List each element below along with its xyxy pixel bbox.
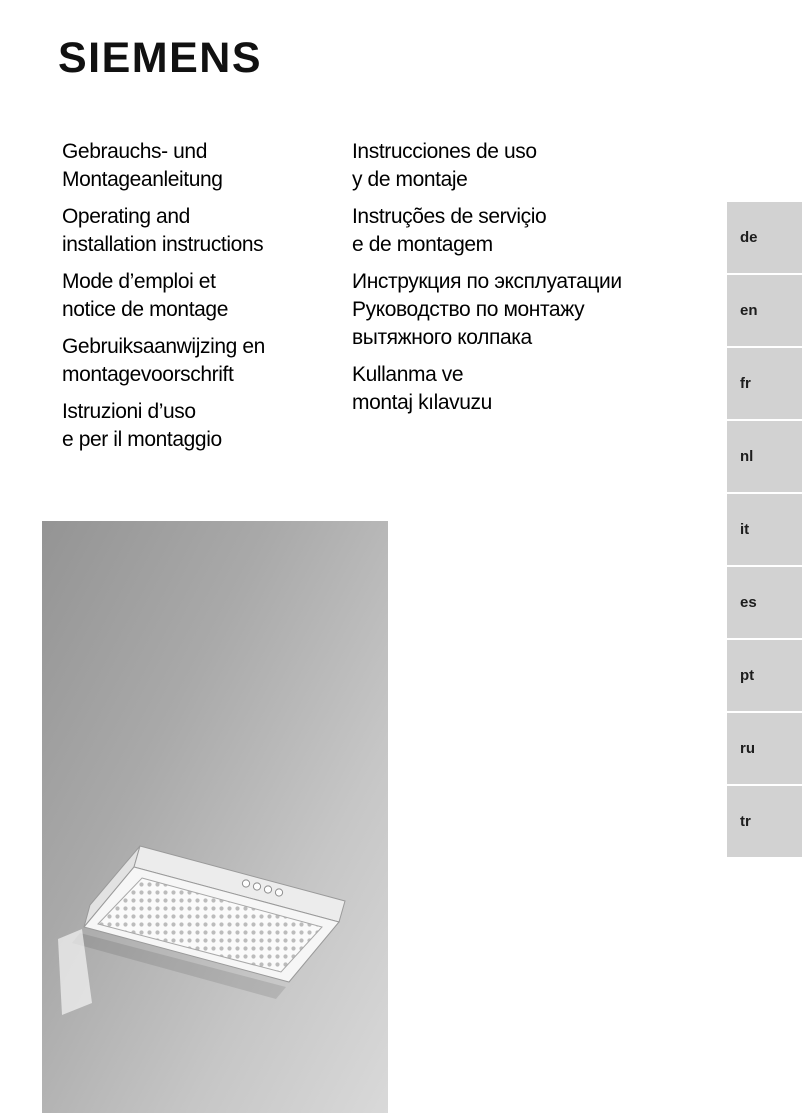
language-tab-it: it bbox=[727, 494, 802, 565]
title-ru-line2: Руководство по монтажу bbox=[352, 298, 585, 321]
title-tr-line1: Kullanma ve bbox=[352, 363, 464, 386]
title-pt-line2: e de montagem bbox=[352, 233, 493, 256]
title-it-line1: Istruzioni d’uso bbox=[62, 400, 196, 423]
title-en-line1: Operating and bbox=[62, 205, 190, 228]
title-de bbox=[62, 138, 347, 194]
title-column-left bbox=[62, 138, 347, 463]
title-en bbox=[62, 203, 347, 259]
title-es bbox=[352, 138, 692, 194]
title-it bbox=[62, 398, 347, 454]
title-pt bbox=[352, 203, 692, 259]
product-photo bbox=[42, 521, 388, 1113]
title-nl-line2: montagevoorschrift bbox=[62, 363, 234, 386]
hood-control-button bbox=[264, 886, 271, 893]
hood-control-button bbox=[275, 889, 282, 896]
language-tab-es: es bbox=[727, 567, 802, 638]
title-tr-line2: montaj kılavuzu bbox=[352, 391, 492, 414]
title-de-line2: Montageanleitung bbox=[62, 168, 223, 191]
title-ru bbox=[352, 268, 692, 352]
hood-control-button bbox=[253, 883, 260, 890]
title-fr bbox=[62, 268, 347, 324]
title-nl bbox=[62, 333, 347, 389]
title-fr-line1: Mode d’emploi et bbox=[62, 270, 216, 293]
language-tab-tr: tr bbox=[727, 786, 802, 857]
title-pt-line1: Instruções de serviçio bbox=[352, 205, 547, 228]
language-tab-fr: fr bbox=[727, 348, 802, 419]
title-column-right bbox=[352, 138, 692, 426]
title-ru-line1: Инструкция по эксплуатации bbox=[352, 270, 622, 293]
language-tab-nl: nl bbox=[727, 421, 802, 492]
title-de-line1: Gebrauchs- und bbox=[62, 140, 207, 163]
title-tr bbox=[352, 361, 692, 417]
language-tab-strip bbox=[727, 202, 802, 859]
siemens-logo: SIEMENS bbox=[58, 34, 263, 82]
cooker-hood-image bbox=[50, 841, 380, 1021]
language-tab-en: en bbox=[727, 275, 802, 346]
title-ru-line3: вытяжного колпака bbox=[352, 326, 532, 349]
title-nl-line1: Gebruiksaanwijzing en bbox=[62, 335, 265, 358]
language-tab-de: de bbox=[727, 202, 802, 273]
language-tab-pt: pt bbox=[727, 640, 802, 711]
title-es-line2: y de montaje bbox=[352, 168, 468, 191]
title-es-line1: Instrucciones de uso bbox=[352, 140, 537, 163]
language-tab-ru: ru bbox=[727, 713, 802, 784]
title-fr-line2: notice de montage bbox=[62, 298, 228, 321]
title-en-line2: installation instructions bbox=[62, 233, 264, 256]
title-it-line2: e per il montaggio bbox=[62, 428, 222, 451]
hood-control-button bbox=[242, 880, 249, 887]
